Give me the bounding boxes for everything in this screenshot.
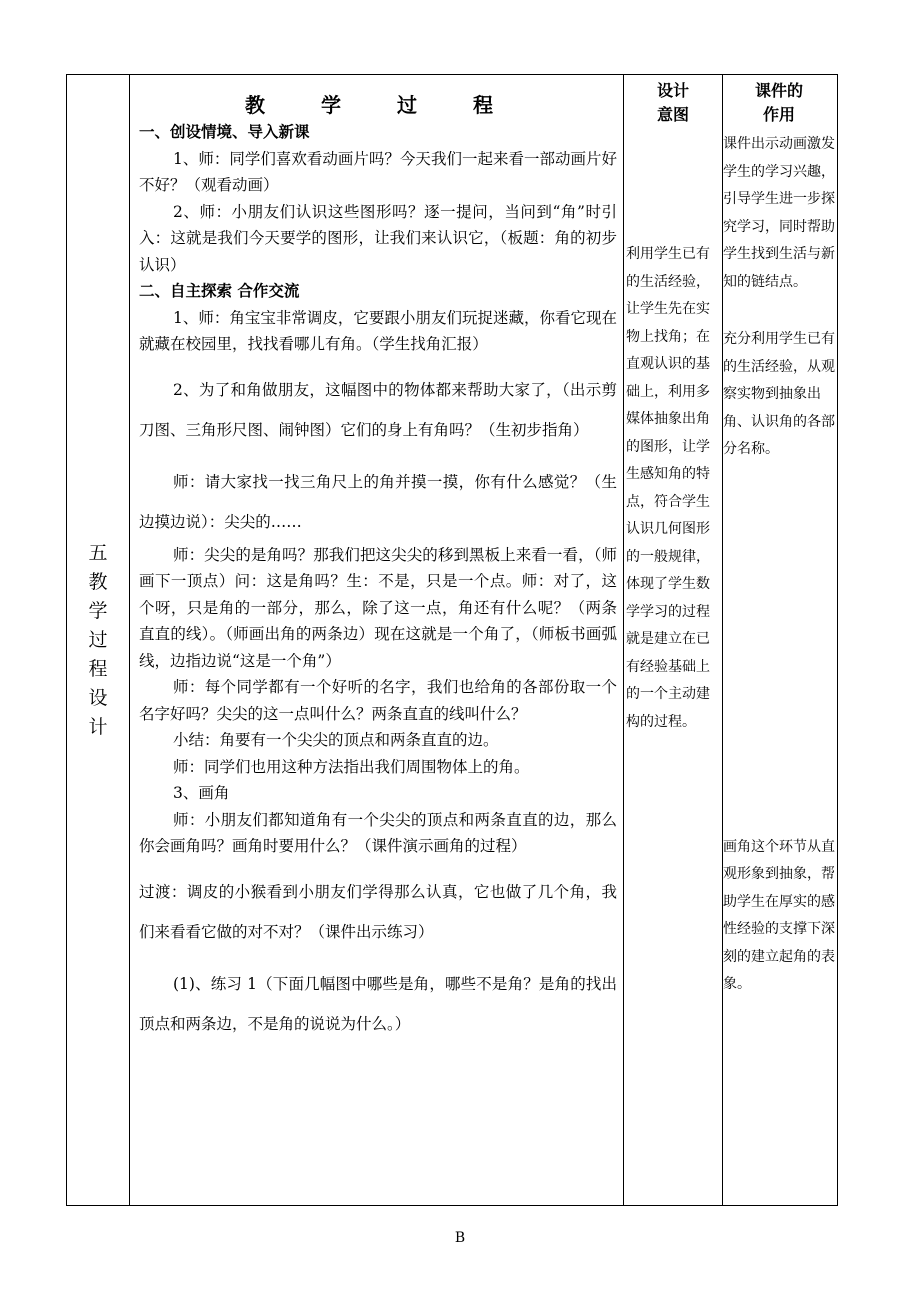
design-intent-heading: 设计 意图 — [656, 81, 689, 124]
teaching-process-column — [139, 89, 617, 1044]
design-intent-text: 利用学生已有的生活经验，让学生先在实物上找角；在直观认识的基础上，利用多媒体抽象出角的图形，让学生感知角的特点，符合学生认识几何图形的一般规律，体现了学生数学学习的过程就是建立在已有经验基础上的一个主动建构的过程。 — [626, 246, 710, 730]
courseware-note-2: 充分利用学生已有的生活经验，从观察实物到抽象出角、认识角的各部分名称。 — [723, 331, 835, 457]
transition-paragraph: 过渡：调皮的小猴看到小朋友们学得那么认真，它也做了几个角，我们来看看它做的对不对？（课件出示练习） — [139, 882, 617, 941]
paragraph: 师：每个同学都有一个好听的名字，我们也给角的各部份取一个名字好吗？尖尖的这一点叫什么？两条直直的线叫什么？ — [139, 678, 617, 723]
section-1-title: 一、创设情境、导入新课 — [139, 122, 310, 141]
page-footer: B — [454, 1230, 466, 1246]
courseware-column — [723, 75, 835, 999]
subsection-title: 3、画角 — [173, 784, 230, 802]
column-divider — [129, 75, 130, 1205]
paragraph: 2、师：小朋友们认识这些图形吗？逐一提问，当问到“角”时引入：这就是我们今天要学的图形，让我们来认识它，（板题：角的初步认识） — [139, 202, 617, 274]
summary: 小结：角要有一个尖尖的顶点和两条直直的边。 — [173, 731, 499, 749]
paragraph: 师：小朋友们都知道角有一个尖尖的顶点和两条直直的边，那么你会画角吗？画角时要用什么？（课件演示画角的过程） — [139, 810, 617, 855]
paragraph: 1、师：同学们喜欢看动画片吗？今天我们一起来看一部动画片好不好？（观看动画） — [139, 149, 617, 194]
section-2-title: 二、自主探索 合作交流 — [139, 281, 300, 300]
courseware-note-1: 课件出示动画激发学生的学习兴趣，引导学生进一步探究学习，同时帮助学生找到生活与新知的链结点。 — [723, 136, 835, 290]
process-heading: 教 学 过 程 — [245, 93, 511, 117]
courseware-note-3: 画角这个环节从直观形象到抽象，帮助学生在厚实的感性经验的支撑下深刻的建立起角的表象。 — [723, 838, 835, 992]
paragraph: 1、师：角宝宝非常调皮，它要跟小朋友们玩捉迷藏，你看它现在就藏在校园里，找找看哪儿有角。（学生找角汇报） — [139, 308, 617, 353]
paragraph: 师：尖尖的是角吗？那我们把这尖尖的移到黑板上来看一看，（师画下一顶点）问：这是角吗？生：不是，只是一个点。师：对了，这个呀，只是角的一部分，那么，除了这一点，角还有什么呢？（两条直直的线）。（师画出角的两条边）现在这就是一个角了，（师板书画弧线，边指边说“这是一个角”） — [139, 545, 617, 670]
stage-label: 五教学过程设计 — [88, 541, 108, 738]
design-intent-column — [626, 75, 720, 736]
paragraph: 2、为了和角做朋友，这幅图中的物体都来帮助大家了，（出示剪刀图、三角形尺图、闹钟图）它们的身上有角吗？（生初步指角） — [139, 380, 617, 439]
paragraph: 师：请大家找一找三角尺上的角并摸一摸，你有什么感觉？（生边摸边说）：尖尖的…… — [139, 472, 617, 531]
stage-column — [67, 75, 129, 1205]
paragraph: 师：同学们也用这种方法指出我们周围物体上的角。 — [173, 757, 530, 776]
column-divider — [623, 75, 624, 1205]
lesson-table — [66, 74, 838, 1206]
exercise-paragraph: (1)、练习 1（下面几幅图中哪些是角，哪些不是角？是角的找出顶点和两条边，不是角的说说为什么。） — [139, 974, 617, 1033]
courseware-heading: 课件的 作用 — [754, 81, 803, 124]
